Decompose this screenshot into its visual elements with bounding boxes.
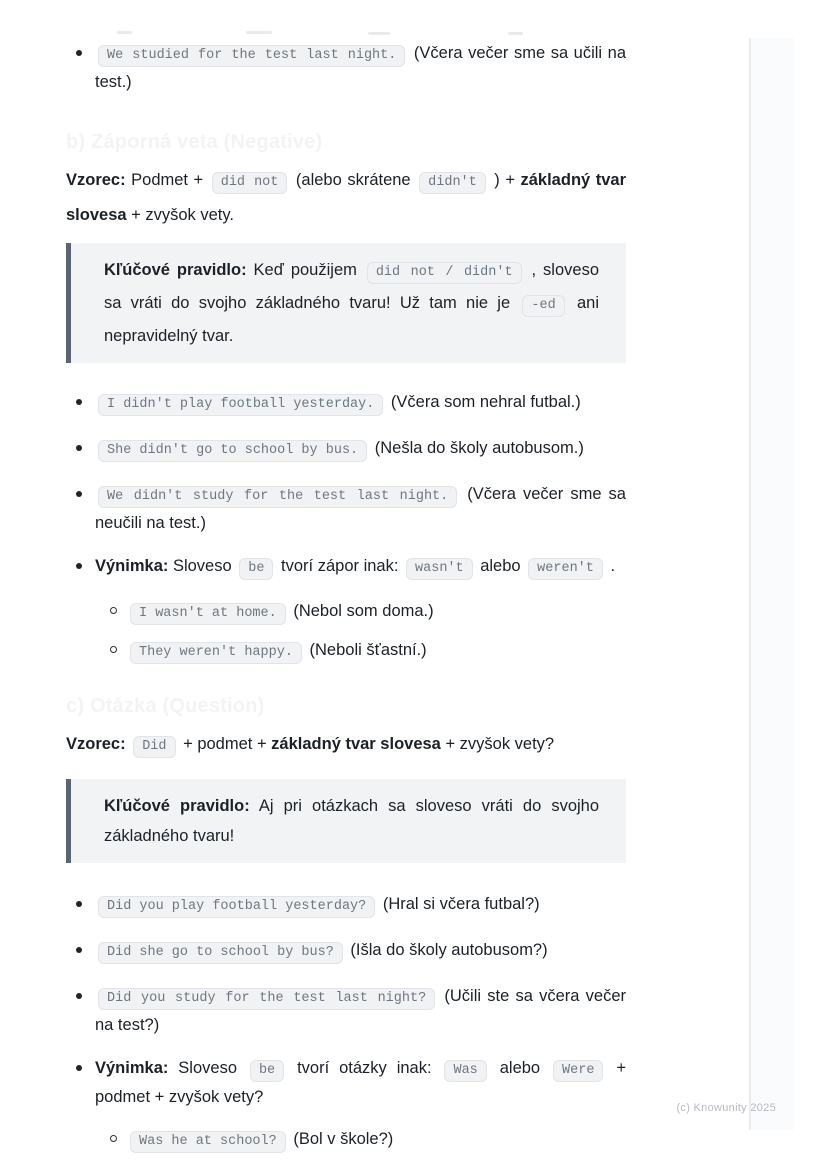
example-list-item: [66, 983, 626, 1038]
translation-text: (Neboli šťastní.): [304, 641, 427, 659]
formula-text: Podmet +: [125, 171, 209, 189]
formula-bold-text: základný tvar slovesa: [271, 735, 441, 753]
exception-example-sublist: [95, 598, 626, 666]
exception-text: alebo: [489, 1059, 551, 1077]
rule-label: Kľúčové pravidlo:: [104, 261, 247, 279]
code-chip: didn't: [419, 172, 486, 194]
example-list-item: [66, 891, 626, 920]
formula-paragraph-question: [66, 728, 626, 763]
exception-list-item: [66, 553, 626, 666]
code-chip: Were: [553, 1060, 603, 1082]
exception-label: Výnimka:: [95, 557, 169, 575]
code-chip: They weren't happy.: [130, 642, 302, 664]
copyright-watermark: (c) Knowunity 2025: [676, 1102, 776, 1114]
code-chip: I wasn't at home.: [130, 603, 286, 625]
code-chip: Did you play football yesterday?: [98, 896, 375, 918]
formula-label: Vzorec:: [66, 735, 126, 753]
document-content: [66, 0, 626, 1172]
example-list-item: [66, 389, 626, 418]
code-chip: Was he at school?: [130, 1131, 286, 1153]
formula-text: ) +: [488, 171, 521, 189]
formula-label: Vzorec:: [66, 171, 126, 189]
exception-text: .: [605, 557, 616, 575]
example-list-item: [95, 598, 626, 627]
exception-example-sublist: [95, 1126, 626, 1155]
exception-text: tvorí otázky inak:: [287, 1059, 442, 1077]
formula-text: (alebo skrátene: [290, 171, 417, 189]
code-chip: wasn't: [406, 558, 473, 580]
translation-text: (Včera večer sme sa učili na test.): [95, 44, 626, 91]
translation-text: (Išla do školy autobusom?): [345, 941, 548, 959]
translation-text: (Hral si včera futbal?): [378, 895, 540, 913]
code-chip: be: [250, 1060, 284, 1082]
exception-text: + podmet + zvyšok vety?: [95, 1059, 626, 1106]
page-edge-strip: [749, 38, 794, 1130]
rule-text: Aj pri otázkach sa sloveso vráti do svojho základného tvaru!: [104, 797, 600, 845]
code-chip: Was: [444, 1060, 486, 1082]
example-list: [66, 40, 626, 95]
translation-text: (Učili ste sa včera večer na test?): [95, 987, 626, 1034]
code-chip: -ed: [522, 295, 564, 317]
rule-text: ani nepravidelný tvar.: [104, 294, 599, 345]
code-chip: We studied for the test last night.: [98, 45, 405, 67]
code-chip: did not / didn't: [367, 262, 522, 284]
key-rule-callout: [66, 243, 626, 363]
example-list-item: [66, 40, 626, 95]
translation-text: (Včera som nehral futbal.): [386, 393, 581, 411]
exception-label: Výnimka:: [95, 1059, 169, 1077]
code-chip: be: [239, 558, 273, 580]
formula-text: + zvyšok vety?: [440, 735, 555, 753]
example-list-item: [66, 481, 626, 536]
translation-text: (Nebol som doma.): [288, 602, 434, 620]
section-heading-negative: b) Záporná veta (Negative): [66, 131, 323, 153]
exception-text: Sloveso: [168, 1059, 247, 1077]
example-list-item: [66, 937, 626, 966]
formula-text: [126, 735, 131, 753]
code-chip: did not: [212, 172, 288, 194]
rule-text: , sloveso sa vráti do svojho základného tvaru! Už tam nie je: [104, 261, 600, 312]
code-chip: We didn't study for the test last night.: [98, 486, 457, 508]
exception-list-item: [66, 1055, 626, 1155]
code-chip: I didn't play football yesterday.: [98, 394, 383, 416]
example-list-item: [66, 435, 626, 464]
code-chip: weren't: [528, 558, 603, 580]
example-list: [66, 389, 626, 666]
example-list: [66, 891, 626, 1155]
exception-text: Sloveso: [168, 557, 237, 575]
section-heading-question: c) Otázka (Question): [66, 695, 265, 717]
code-chip: Did: [133, 736, 175, 758]
formula-text: + zvyšok vety.: [126, 206, 234, 224]
code-chip: She didn't go to school by bus.: [98, 440, 367, 462]
translation-text: (Bol v škole?): [288, 1130, 394, 1148]
key-rule-callout: [66, 779, 626, 863]
code-chip: Did you study for the test last night?: [98, 988, 435, 1010]
example-list-item: [95, 637, 626, 666]
formula-paragraph-negative: [66, 164, 626, 231]
exception-text: alebo: [475, 557, 526, 575]
rule-text: Keď použijem: [246, 261, 364, 279]
formula-text: + podmet +: [178, 735, 272, 753]
translation-text: (Nešla do školy autobusom.): [370, 439, 584, 457]
exception-text: tvorí zápor inak:: [276, 557, 404, 575]
code-chip: Did she go to school by bus?: [98, 942, 343, 964]
example-list-item: [95, 1126, 626, 1155]
translation-text: (Včera večer sme sa neučili na test.): [95, 485, 626, 532]
formula-bold-text: základný tvar slovesa: [66, 171, 626, 224]
rule-label: Kľúčové pravidlo:: [104, 797, 250, 815]
